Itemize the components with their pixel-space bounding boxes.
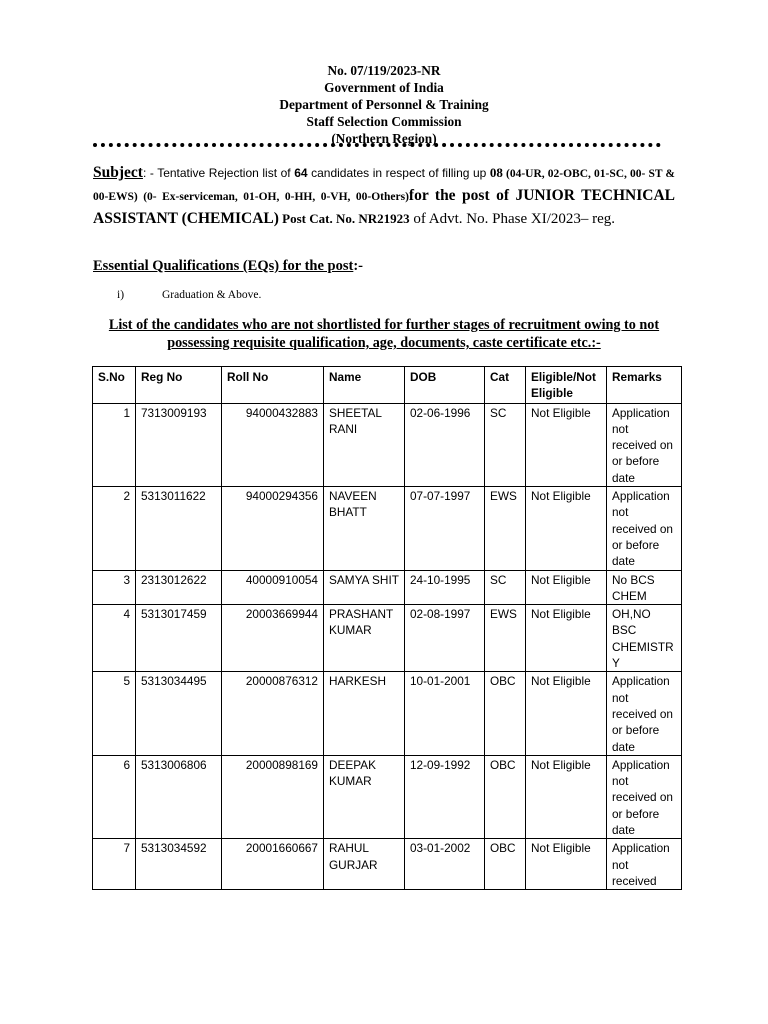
- cell-name: SHEETAL RANI: [324, 403, 405, 486]
- department-line: Department of Personnel & Training: [279, 97, 489, 112]
- cell-eligible: Not Eligible: [526, 605, 607, 672]
- cell-sno: 6: [93, 755, 136, 838]
- candidates-table: [92, 366, 682, 890]
- table-header-row: [93, 367, 682, 404]
- subject-paragraph: [93, 162, 675, 230]
- eq-heading: Essential Qualifications (EQs) for the post:-: [93, 258, 364, 274]
- table-row: [93, 403, 682, 486]
- cell-roll-no: 20000876312: [222, 672, 324, 755]
- eq-item-text: Graduation & Above.: [162, 289, 262, 301]
- advertisement-ref: of Advt. No. Phase XI/2023– reg.: [409, 211, 616, 227]
- post-name: for the post of JUNIOR TECHNICAL ASSISTANT (CHEMICAL): [93, 187, 675, 227]
- cell-dob: 24-10-1995: [405, 570, 485, 605]
- eq-item: [117, 289, 261, 301]
- cell-sno: 1: [93, 403, 136, 486]
- table-row: [93, 570, 682, 605]
- cell-dob: 07-07-1997: [405, 487, 485, 570]
- cell-eligible: Not Eligible: [526, 570, 607, 605]
- cell-dob: 02-06-1996: [405, 403, 485, 486]
- cell-cat: SC: [485, 570, 526, 605]
- vacancy-count: 08: [489, 165, 503, 180]
- cell-sno: 3: [93, 570, 136, 605]
- col-name: Name: [324, 367, 405, 404]
- cell-remarks: Application not received on or before date: [607, 487, 682, 570]
- cell-reg-no: 7313009193: [136, 403, 222, 486]
- region-line: (Northern Region): [331, 131, 437, 146]
- subject-text-2: candidates in respect of filling up: [307, 166, 490, 180]
- cell-cat: EWS: [485, 487, 526, 570]
- cell-roll-no: 40000910054: [222, 570, 324, 605]
- cell-name: SAMYA SHIT: [324, 570, 405, 605]
- cell-remarks: OH,NO BSC CHEMISTRY: [607, 605, 682, 672]
- col-roll-no: Roll No: [222, 367, 324, 404]
- cell-eligible: Not Eligible: [526, 672, 607, 755]
- table-row: [93, 839, 682, 890]
- post-category: Post Cat. No. NR21923: [278, 211, 410, 226]
- table-row: [93, 605, 682, 672]
- cell-remarks: Application not received on or before date: [607, 403, 682, 486]
- cell-cat: EWS: [485, 605, 526, 672]
- cell-eligible: Not Eligible: [526, 487, 607, 570]
- col-remarks: Remarks: [607, 367, 682, 404]
- cell-dob: 02-08-1997: [405, 605, 485, 672]
- document-header: [0, 62, 768, 147]
- ph-breakup: (0- Ex-serviceman, 01-OH, 0-HH, 0-VH, 00-Others): [137, 191, 409, 203]
- cell-sno: 2: [93, 487, 136, 570]
- cell-roll-no: 20001660667: [222, 839, 324, 890]
- cell-name: DEEPAK KUMAR: [324, 755, 405, 838]
- cell-reg-no: 5313034495: [136, 672, 222, 755]
- cell-sno: 7: [93, 839, 136, 890]
- col-dob: DOB: [405, 367, 485, 404]
- cell-cat: OBC: [485, 672, 526, 755]
- cell-cat: OBC: [485, 755, 526, 838]
- col-eligible: Eligible/Not Eligible: [526, 367, 607, 404]
- cell-roll-no: 94000432883: [222, 403, 324, 486]
- cell-sno: 4: [93, 605, 136, 672]
- government-line: Government of India: [324, 80, 444, 95]
- cell-remarks: Application not received on or before date: [607, 672, 682, 755]
- cell-reg-no: 5313006806: [136, 755, 222, 838]
- cell-reg-no: 5313017459: [136, 605, 222, 672]
- list-title: List of the candidates who are not shortlisted for further stages of recruitment owing to not possessing requisite qualification, age, documents, caste certificate etc.:-: [108, 317, 660, 351]
- cell-eligible: Not Eligible: [526, 755, 607, 838]
- cell-roll-no: 20000898169: [222, 755, 324, 838]
- cell-dob: 10-01-2001: [405, 672, 485, 755]
- cell-remarks: No BCS CHEM: [607, 570, 682, 605]
- cell-reg-no: 2313012622: [136, 570, 222, 605]
- cell-dob: 03-01-2002: [405, 839, 485, 890]
- cell-cat: SC: [485, 403, 526, 486]
- cell-reg-no: 5313011622: [136, 487, 222, 570]
- cell-eligible: Not Eligible: [526, 403, 607, 486]
- col-reg-no: Reg No: [136, 367, 222, 404]
- cell-cat: OBC: [485, 839, 526, 890]
- cell-roll-no: 20003669944: [222, 605, 324, 672]
- table-row: [93, 672, 682, 755]
- cell-remarks: Application not received on or before date: [607, 755, 682, 838]
- cell-name: HARKESH: [324, 672, 405, 755]
- dotted-divider: [93, 143, 661, 147]
- cell-eligible: Not Eligible: [526, 839, 607, 890]
- cell-name: NAVEEN BHATT: [324, 487, 405, 570]
- eq-item-number: i): [117, 289, 125, 301]
- commission-line: Staff Selection Commission: [306, 114, 462, 129]
- order-number: No. 07/119/2023-NR: [327, 63, 441, 78]
- col-cat: Cat: [485, 367, 526, 404]
- table-row: [93, 755, 682, 838]
- cell-remarks: Application not received: [607, 839, 682, 890]
- table-row: [93, 487, 682, 570]
- cell-name: RAHUL GURJAR: [324, 839, 405, 890]
- subject-text-1: : - Tentative Rejection list of: [142, 166, 295, 180]
- category-breakup: (04-UR, 02-OBC, 01-SC, 00- ST & 00-EWS): [93, 168, 675, 203]
- cell-name: PRASHANT KUMAR: [324, 605, 405, 672]
- cell-roll-no: 94000294356: [222, 487, 324, 570]
- cell-sno: 5: [93, 672, 136, 755]
- cell-reg-no: 5313034592: [136, 839, 222, 890]
- col-sno: S.No: [93, 367, 136, 404]
- candidate-count: 64: [294, 166, 308, 180]
- cell-dob: 12-09-1992: [405, 755, 485, 838]
- subject-label: Subject: [93, 164, 143, 181]
